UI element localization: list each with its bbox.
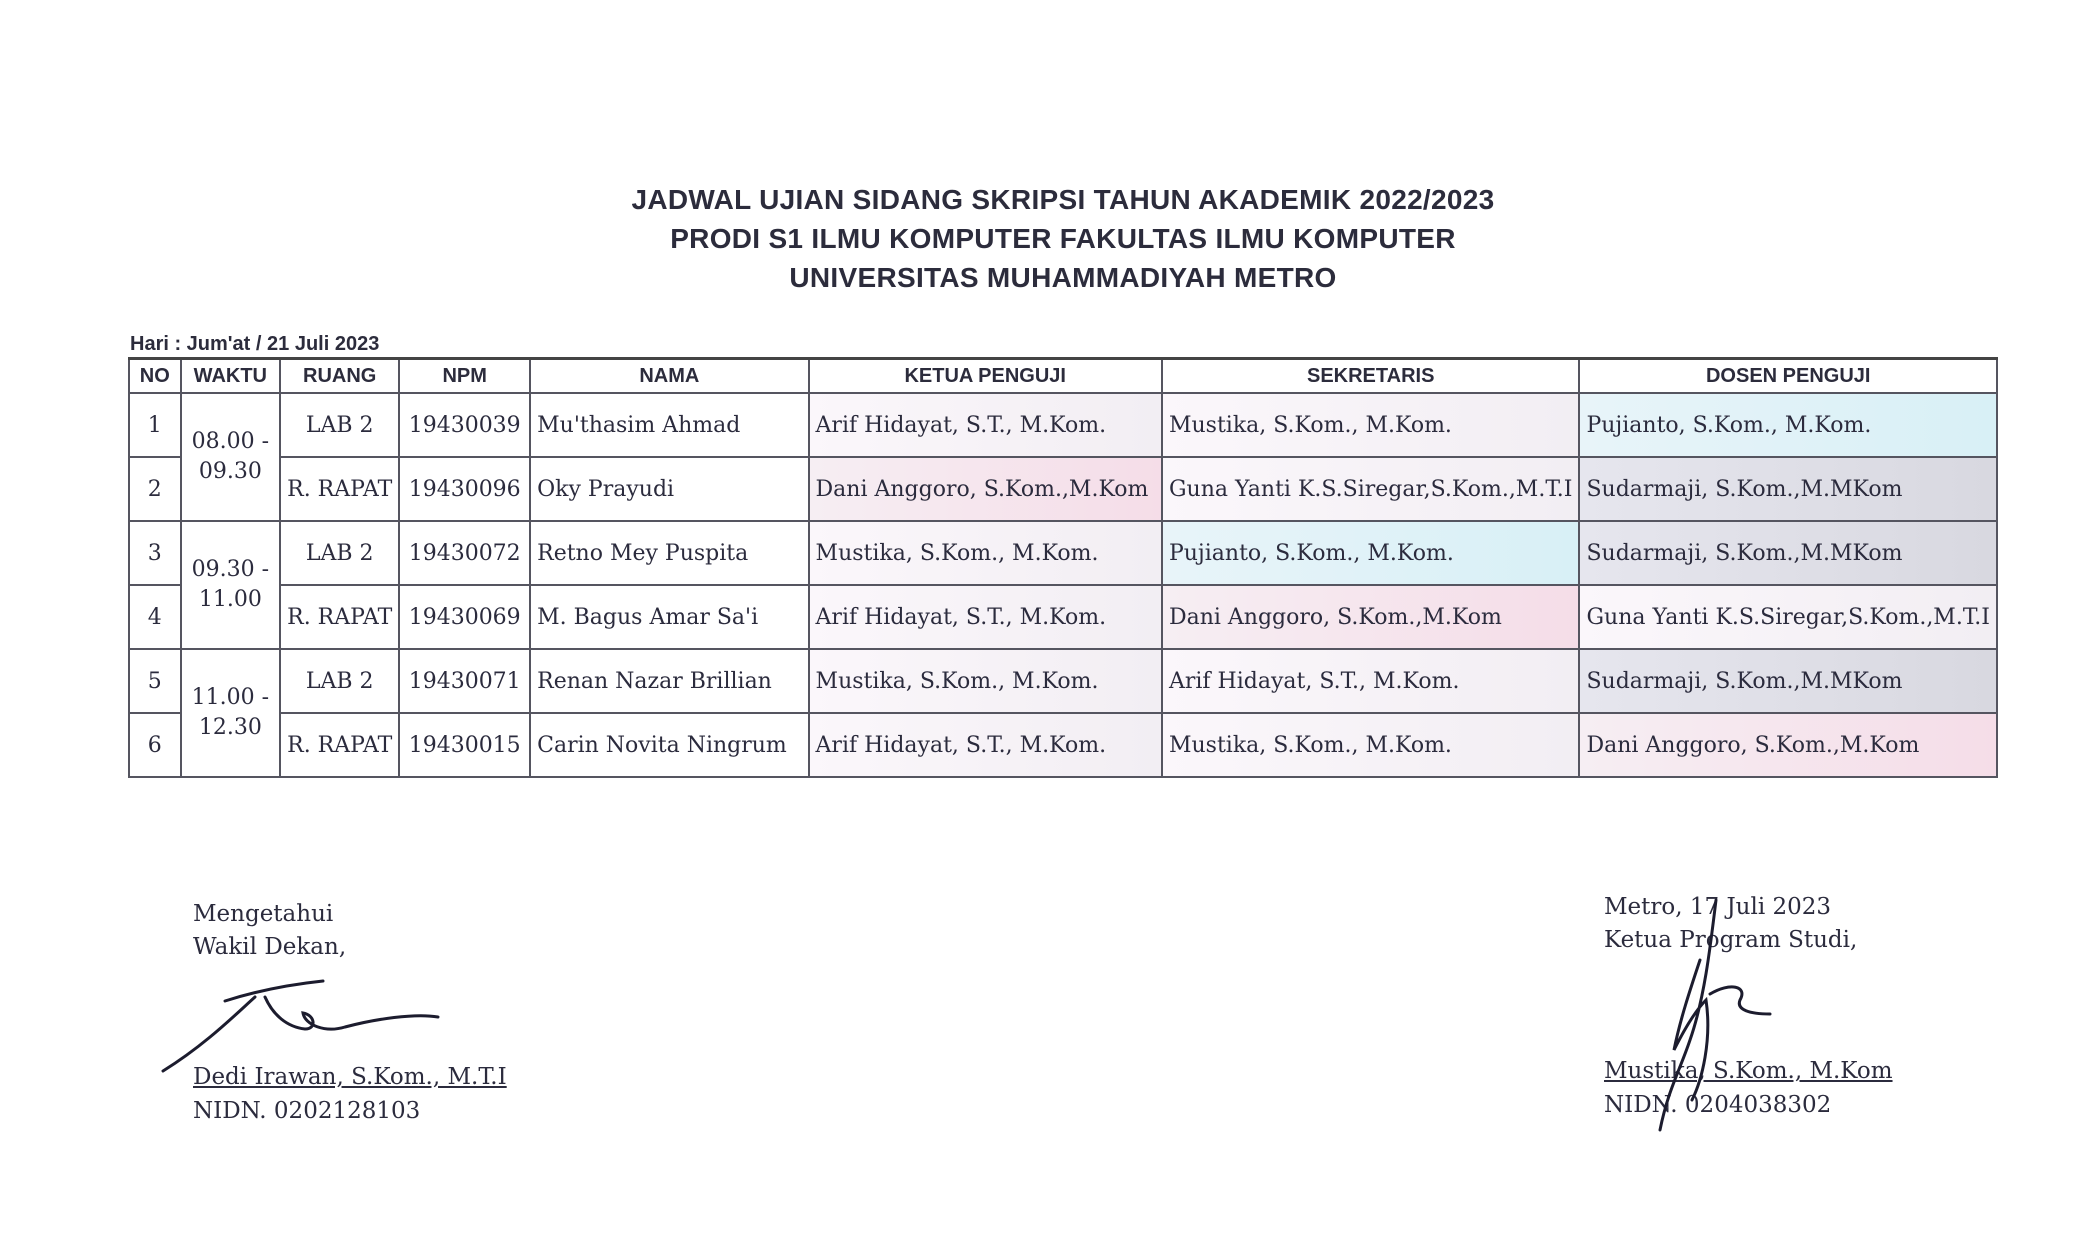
row-nama: Retno Mey Puspita [530, 521, 808, 585]
table-row [129, 585, 1997, 649]
row-sekretaris: Dani Anggoro, S.Kom.,M.Kom [1162, 585, 1580, 649]
signer-title-right: Ketua Program Studi, [1604, 927, 1858, 953]
row-no: 4 [129, 585, 181, 649]
row-npm: 19430072 [399, 521, 530, 585]
row-ketua: Arif Hidayat, S.T., M.Kom. [809, 713, 1162, 777]
row-ruang: LAB 2 [280, 649, 399, 713]
document-title [0, 180, 2078, 297]
row-sekretaris: Guna Yanti K.S.Siregar,S.Kom.,M.T.I [1162, 457, 1580, 521]
row-dosen: Pujianto, S.Kom., M.Kom. [1579, 393, 1997, 457]
header-dosen-penguji: DOSEN PENGUJI [1579, 359, 1997, 394]
row-ketua: Dani Anggoro, S.Kom.,M.Kom [809, 457, 1162, 521]
row-npm: 19430039 [399, 393, 530, 457]
row-npm: 19430071 [399, 649, 530, 713]
signer-name-left: Dedi Irawan, S.Kom., M.T.I [193, 1064, 507, 1090]
row-npm: 19430015 [399, 713, 530, 777]
signer-name-right: Mustika, S.Kom., M.Kom [1604, 1058, 1893, 1084]
table-row [129, 521, 1997, 585]
header-no: NO [129, 359, 181, 394]
row-ruang: LAB 2 [280, 521, 399, 585]
acknowledgement-label: Mengetahui [193, 901, 334, 927]
row-ketua: Arif Hidayat, S.T., M.Kom. [809, 585, 1162, 649]
row-dosen: Sudarmaji, S.Kom.,M.MKom [1579, 521, 1997, 585]
table-row [129, 713, 1997, 777]
row-ruang: R. RAPAT [280, 713, 399, 777]
table-row [129, 649, 1997, 713]
row-dosen: Dani Anggoro, S.Kom.,M.Kom [1579, 713, 1997, 777]
title-line-3: UNIVERSITAS MUHAMMADIYAH METRO [789, 262, 1337, 293]
row-ketua: Mustika, S.Kom., M.Kom. [809, 521, 1162, 585]
signer-title-left: Wakil Dekan, [193, 934, 347, 960]
row-no: 5 [129, 649, 181, 713]
row-sekretaris: Mustika, S.Kom., M.Kom. [1162, 393, 1580, 457]
header-sekretaris: SEKRETARIS [1162, 359, 1580, 394]
row-nama: Renan Nazar Brillian [530, 649, 808, 713]
header-ketua-penguji: KETUA PENGUJI [809, 359, 1162, 394]
header-nama: NAMA [530, 359, 808, 394]
table-header-row [129, 359, 1997, 394]
signature-block-left [193, 898, 346, 964]
row-dosen: Sudarmaji, S.Kom.,M.MKom [1579, 457, 1997, 521]
title-line-1: JADWAL UJIAN SIDANG SKRIPSI TAHUN AKADEMIK 2022/2023 [631, 184, 1495, 215]
row-no: 1 [129, 393, 181, 457]
row-nama: Mu'thasim Ahmad [530, 393, 808, 457]
time-slot: 09.30 - 11.00 [181, 521, 281, 649]
row-ruang: R. RAPAT [280, 585, 399, 649]
time-slot: 08.00 - 09.30 [181, 393, 281, 521]
row-no: 6 [129, 713, 181, 777]
row-dosen: Guna Yanti K.S.Siregar,S.Kom.,M.T.I [1579, 585, 1997, 649]
row-ruang: LAB 2 [280, 393, 399, 457]
table-row [129, 393, 1997, 457]
row-nama: Carin Novita Ningrum [530, 713, 808, 777]
row-no: 2 [129, 457, 181, 521]
row-npm: 19430096 [399, 457, 530, 521]
time-slot: 11.00 - 12.30 [181, 649, 281, 777]
row-ketua: Arif Hidayat, S.T., M.Kom. [809, 393, 1162, 457]
row-sekretaris: Pujianto, S.Kom., M.Kom. [1162, 521, 1580, 585]
handwritten-signature-right [1640, 890, 1790, 1135]
title-line-2: PRODI S1 ILMU KOMPUTER FAKULTAS ILMU KOMPUTER [670, 223, 1456, 254]
signer-nidn-left: NIDN. 0202128103 [193, 1098, 421, 1124]
row-ruang: R. RAPAT [280, 457, 399, 521]
row-no: 3 [129, 521, 181, 585]
place-date-label: Metro, 17 Juli 2023 [1604, 894, 1832, 920]
header-npm: NPM [399, 359, 530, 394]
header-waktu: WAKTU [181, 359, 281, 394]
header-ruang: RUANG [280, 359, 399, 394]
exam-schedule-table [128, 357, 1998, 778]
signer-nidn-right: NIDN. 0204038302 [1604, 1092, 1832, 1118]
row-nama: Oky Prayudi [530, 457, 808, 521]
row-nama: M. Bagus Amar Sa'i [530, 585, 808, 649]
row-sekretaris: Arif Hidayat, S.T., M.Kom. [1162, 649, 1580, 713]
row-npm: 19430069 [399, 585, 530, 649]
row-sekretaris: Mustika, S.Kom., M.Kom. [1162, 713, 1580, 777]
exam-day-label: Hari : Jum'at / 21 Juli 2023 [130, 333, 380, 355]
row-dosen: Sudarmaji, S.Kom.,M.MKom [1579, 649, 1997, 713]
table-row [129, 457, 1997, 521]
row-ketua: Mustika, S.Kom., M.Kom. [809, 649, 1162, 713]
